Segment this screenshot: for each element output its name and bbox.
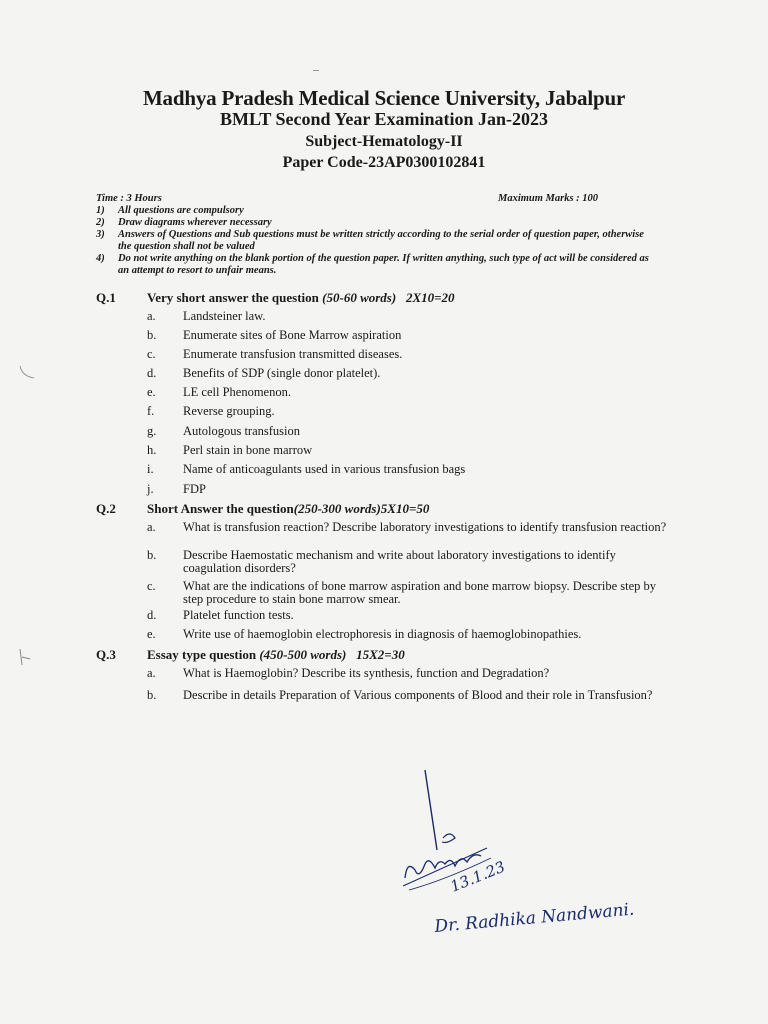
instruction-text: All questions are compulsory [118, 205, 244, 216]
instruction-number: 2) [96, 217, 105, 228]
item-letter: f. [147, 404, 155, 418]
signature-date-text: 13.1.23 [447, 857, 508, 896]
question-number: Q.3 [96, 647, 116, 662]
item-letter: c. [147, 347, 156, 361]
instruction-item [96, 253, 656, 277]
item-text: Platelet function tests. [183, 608, 294, 622]
item-text: What is Haemoglobin? Describe its synthesis, function and Degradation? [183, 666, 550, 680]
item-letter: a. [147, 666, 156, 680]
question-number: Q.2 [96, 501, 116, 516]
instructions-list [96, 205, 656, 277]
question-words: (50-60 words) [322, 290, 397, 305]
paper-code: Paper Code-23AP0300102841 [282, 154, 486, 171]
item-text: Describe in details Preparation of Various components of Blood and their role in Transfusion? [183, 688, 653, 702]
item-text: Describe Haemostatic mechanism and write about laboratory investigations to identify coagulation disorders? [183, 548, 616, 575]
item-text: Write use of haemoglobin electrophoresis in diagnosis of haemoglobinopathies. [183, 627, 582, 641]
exam-time: Time : 3 Hours [96, 193, 162, 204]
item-text: Enumerate sites of Bone Marrow aspiration [183, 328, 402, 342]
item-text: Name of anticoagulants used in various transfusion bags [183, 462, 466, 476]
question-title [147, 290, 455, 306]
question-title [147, 501, 429, 517]
max-marks: Maximum Marks : 100 [498, 193, 599, 204]
item-letter: b. [147, 688, 157, 702]
instruction-number: 1) [96, 205, 105, 216]
question-type: Very short answer the question [147, 290, 319, 305]
question-type: Essay type question [147, 647, 257, 662]
exam-title: BMLT Second Year Examination Jan-2023 [219, 109, 549, 129]
instruction-text: Answers of Questions and Sub questions must be written strictly according to the serial order of question paper, otherwise the question shall not be valued [118, 229, 644, 252]
item-letter: e. [147, 627, 156, 641]
item-letter: g. [147, 424, 157, 438]
item-letter: d. [147, 366, 157, 380]
scan-mark [313, 70, 319, 71]
item-text: Autologous transfusion [183, 424, 301, 438]
signature-name-text: Dr. Radhika Nandwani. [433, 899, 636, 937]
question-number: Q.1 [96, 290, 116, 305]
item-text: What is transfusion reaction? Describe laboratory investigations to identify transfusion reaction? [183, 520, 667, 534]
item-letter: b. [147, 328, 157, 342]
item-letter: b. [147, 548, 157, 562]
item-text: Benefits of SDP (single donor platelet). [183, 366, 381, 380]
instruction-number: 4) [96, 253, 105, 264]
item-text: Reverse grouping. [183, 404, 275, 418]
margin-tick-mark [10, 645, 40, 675]
instruction-number: 3) [96, 229, 105, 240]
university-title: Madhya Pradesh Medical Science University, Jabalpur [142, 86, 626, 110]
item-text: Enumerate transfusion transmitted diseases. [183, 347, 403, 361]
item-letter: e. [147, 385, 156, 399]
question-marks: 15X2=30 [356, 647, 405, 662]
item-letter: c. [147, 579, 156, 593]
question-marks: 2X10=20 [405, 290, 455, 305]
instruction-text: Draw diagrams wherever necessary [118, 217, 272, 228]
subject-title: Subject-Hematology-II [305, 133, 463, 150]
item-text: FDP [183, 482, 206, 496]
instruction-item [96, 229, 656, 253]
question-type: Short Answer the question [147, 501, 294, 516]
item-letter: a. [147, 309, 156, 323]
margin-mark [14, 360, 44, 390]
item-letter: i. [147, 462, 154, 476]
instruction-item [96, 217, 656, 229]
item-text: What are the indications of bone marrow aspiration and bone marrow biopsy. Describe step by step procedure to stain bone marrow smear. [183, 579, 657, 606]
item-letter: h. [147, 443, 157, 457]
instruction-text: Do not write anything on the blank portion of the question paper. If written anything, such type of act will be considered as an attempt to resort to unfair means. [118, 253, 649, 276]
item-letter: j. [147, 482, 154, 496]
item-letter: a. [147, 520, 156, 534]
question-words: (450-500 words) [259, 647, 347, 662]
item-text: Perl stain in bone marrow [183, 443, 313, 457]
instruction-item [96, 205, 656, 217]
item-letter: d. [147, 608, 157, 622]
item-text: LE cell Phenomenon. [183, 385, 291, 399]
item-text: Landsteiner law. [183, 309, 266, 323]
question-words: (250-300 words)5X10=50 [293, 501, 430, 516]
question-title [147, 647, 405, 663]
handwritten-signature [395, 760, 645, 940]
